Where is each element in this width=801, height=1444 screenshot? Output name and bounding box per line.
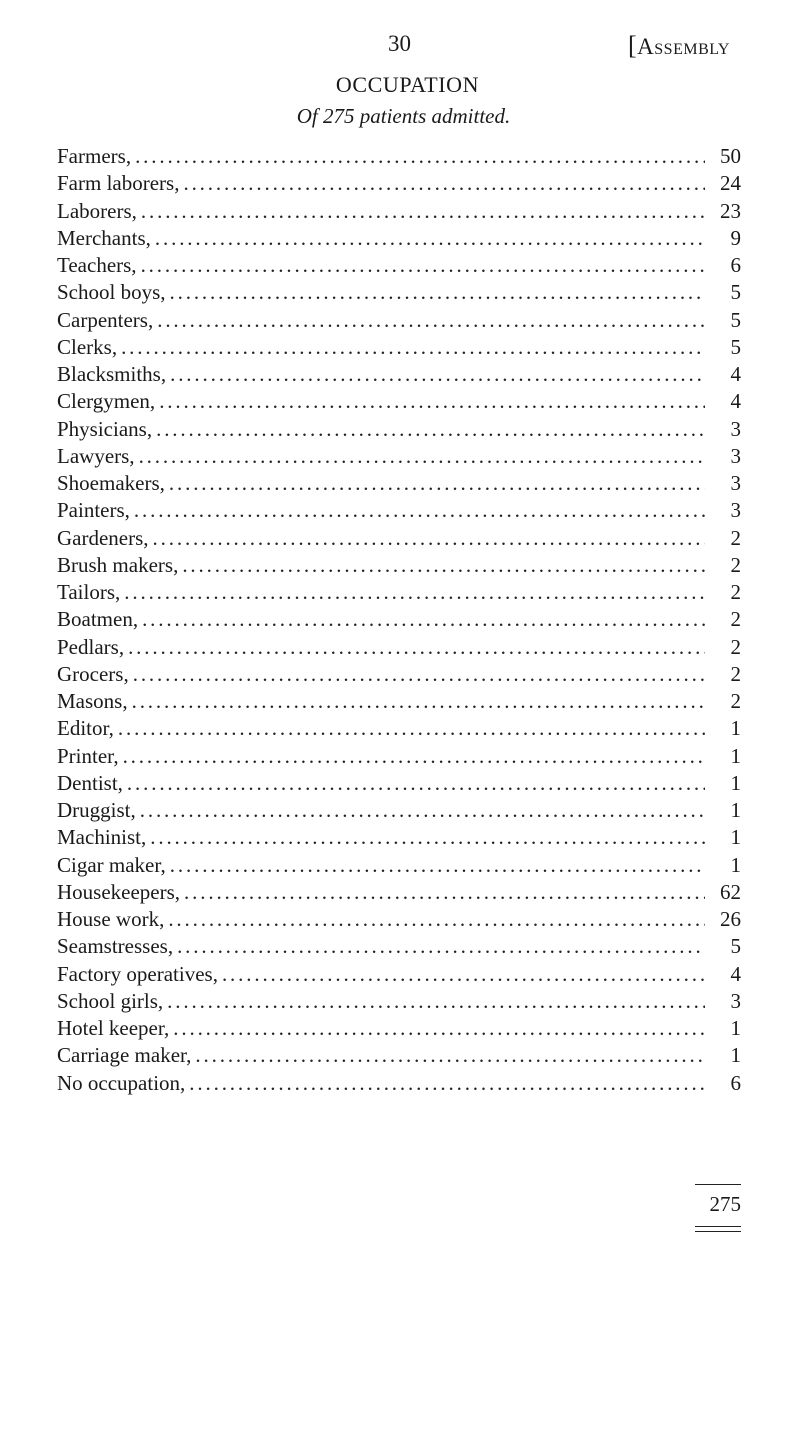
- occupation-label: Teachers,: [57, 253, 137, 277]
- dot-leader: [157, 307, 705, 334]
- occupation-count: 5: [730, 334, 741, 359]
- dot-leader: [150, 824, 705, 851]
- occupation-label: Druggist,: [57, 798, 136, 822]
- occupation-row: [57, 634, 741, 661]
- occupation-count: 6: [730, 1070, 741, 1095]
- dot-leader: [135, 143, 705, 170]
- occupation-label: Housekeepers,: [57, 879, 181, 904]
- total-value: 275: [709, 1192, 741, 1216]
- dot-leader: [155, 225, 705, 252]
- dot-leader: [156, 416, 705, 443]
- occupation-count: 1: [730, 1043, 741, 1068]
- occupation-row: [57, 1015, 741, 1042]
- dot-leader: [142, 606, 705, 633]
- dot-leader: [182, 552, 705, 579]
- occupation-count: 2: [730, 661, 741, 686]
- dot-leader: [128, 634, 705, 661]
- occupation-row: [57, 307, 741, 334]
- occupation-count: 1: [730, 716, 741, 741]
- occupation-count: 2: [730, 525, 741, 550]
- occupation-row: [57, 252, 741, 279]
- page-number: 30: [388, 31, 411, 56]
- occupation-row: [57, 606, 741, 633]
- occupation-label: Lawyers,: [57, 443, 135, 468]
- occupation-count: 3: [730, 443, 741, 468]
- occupation-label: Cigar maker,: [57, 852, 166, 877]
- occupation-label: Pedlars,: [57, 634, 125, 659]
- occupation-label: Clerks,: [57, 334, 118, 359]
- occupation-row: [57, 743, 741, 770]
- occupation-count: 1: [730, 743, 741, 768]
- occupation-row: [57, 770, 741, 797]
- dot-leader: [195, 1042, 705, 1069]
- occupation-row: [57, 388, 741, 415]
- occupation-count: 5: [730, 934, 741, 959]
- occupation-count: 2: [730, 634, 741, 659]
- occupation-row: [57, 1042, 741, 1069]
- occupation-row: [57, 824, 741, 851]
- occupation-label: Merchants,: [57, 225, 151, 250]
- occupation-row: [57, 797, 741, 824]
- double-rule: [695, 1226, 741, 1232]
- occupation-label: Laborers,: [57, 198, 137, 223]
- occupation-row: [57, 879, 741, 906]
- dot-leader: [170, 279, 705, 306]
- dot-leader: [183, 170, 705, 197]
- dot-leader: [140, 797, 705, 824]
- occupation-row: [57, 961, 741, 988]
- dot-leader: [121, 334, 705, 361]
- running-head: [628, 31, 730, 61]
- dot-leader: [184, 879, 705, 906]
- table-title: OCCUPATION: [335, 72, 480, 97]
- dot-leader: [169, 470, 705, 497]
- dot-leader: [134, 497, 705, 524]
- occupation-label: Clergymen,: [57, 389, 156, 414]
- dot-leader: [222, 961, 705, 988]
- occupation-label: Carpenters,: [57, 307, 154, 332]
- dot-leader: [159, 388, 705, 415]
- occupation-label: Tailors,: [57, 580, 121, 604]
- occupation-label: Editor,: [57, 716, 114, 741]
- table-subtitle: Of 275 patients admitted.: [296, 104, 511, 128]
- dot-leader: [118, 715, 705, 742]
- occupation-count: 3: [730, 988, 741, 1013]
- dot-leader: [168, 906, 705, 933]
- occupation-row: [57, 143, 741, 170]
- dot-leader: [133, 661, 705, 688]
- dot-leader: [123, 743, 705, 770]
- occupation-label: Blacksmiths,: [57, 362, 167, 386]
- dot-leader: [132, 688, 705, 715]
- running-head-bracket: [: [628, 31, 638, 60]
- occupation-label: Farm laborers,: [57, 171, 180, 196]
- total-rule: [695, 1184, 741, 1185]
- dot-leader: [167, 988, 705, 1015]
- occupation-count: 4: [730, 961, 741, 986]
- dot-leader: [173, 1015, 705, 1042]
- occupation-count: 3: [730, 498, 741, 523]
- running-head-text: Assembly: [637, 34, 730, 59]
- occupation-label: No occupation,: [57, 1070, 186, 1095]
- occupation-label: Physicians,: [57, 416, 153, 441]
- occupation-count: 2: [730, 689, 741, 713]
- occupation-count: 62: [720, 879, 741, 904]
- dot-leader: [141, 198, 705, 225]
- occupation-count: 2: [730, 580, 741, 604]
- occupation-label: School girls,: [57, 988, 164, 1013]
- occupation-label: School boys,: [57, 280, 166, 305]
- occupation-count: 1: [730, 825, 741, 850]
- occupation-row: [57, 661, 741, 688]
- dot-leader: [189, 1070, 705, 1097]
- occupation-count: 1: [730, 770, 741, 795]
- occupation-label: Seamstresses,: [57, 934, 174, 959]
- dot-leader: [153, 525, 705, 552]
- occupation-row: [57, 525, 741, 552]
- dot-leader: [139, 443, 705, 470]
- occupation-count: 24: [720, 171, 741, 196]
- occupation-count: 4: [730, 362, 741, 386]
- occupation-row: [57, 715, 741, 742]
- dot-leader: [141, 252, 705, 279]
- occupation-count: 3: [730, 471, 741, 495]
- occupation-count: 3: [730, 416, 741, 441]
- occupation-count: 2: [730, 552, 741, 577]
- occupation-row: [57, 852, 741, 879]
- occupation-label: Boatmen,: [57, 607, 139, 632]
- occupation-count: 1: [730, 1016, 741, 1040]
- occupation-row: [57, 279, 741, 306]
- occupation-label: Hotel keeper,: [57, 1016, 170, 1040]
- occupation-row: [57, 688, 741, 715]
- occupation-label: Painters,: [57, 498, 130, 523]
- occupation-row: [57, 443, 741, 470]
- occupation-row: [57, 552, 741, 579]
- occupation-list: [57, 143, 741, 1097]
- occupation-row: [57, 1070, 741, 1097]
- dot-leader: [170, 852, 705, 879]
- occupation-count: 26: [720, 907, 741, 931]
- occupation-count: 23: [720, 198, 741, 223]
- occupation-count: 1: [730, 852, 741, 877]
- occupation-row: [57, 988, 741, 1015]
- occupation-count: 9: [730, 225, 741, 250]
- occupation-label: Farmers,: [57, 144, 132, 168]
- occupation-label: Carriage maker,: [57, 1043, 192, 1068]
- dot-leader: [127, 770, 705, 797]
- occupation-row: [57, 225, 741, 252]
- occupation-label: Grocers,: [57, 661, 129, 686]
- occupation-row: [57, 198, 741, 225]
- dot-leader: [177, 933, 705, 960]
- occupation-row: [57, 497, 741, 524]
- occupation-label: Brush makers,: [57, 552, 179, 577]
- dot-leader: [124, 579, 705, 606]
- occupation-count: 50: [720, 144, 741, 168]
- occupation-label: Machinist,: [57, 825, 147, 850]
- occupation-count: 6: [730, 253, 741, 277]
- occupation-row: [57, 416, 741, 443]
- occupation-row: [57, 470, 741, 497]
- dot-leader: [170, 361, 705, 388]
- occupation-row: [57, 334, 741, 361]
- page-header: [0, 31, 801, 61]
- occupation-row: [57, 170, 741, 197]
- occupation-count: 5: [730, 280, 741, 305]
- occupation-label: Dentist,: [57, 770, 123, 795]
- occupation-count: 1: [730, 798, 741, 822]
- occupation-count: 4: [730, 389, 741, 414]
- occupation-label: Gardeners,: [57, 525, 149, 550]
- occupation-label: Factory operatives,: [57, 961, 218, 986]
- occupation-count: 2: [730, 607, 741, 632]
- occupation-count: 5: [730, 307, 741, 332]
- occupation-row: [57, 579, 741, 606]
- occupation-row: [57, 933, 741, 960]
- occupation-row: [57, 906, 741, 933]
- occupation-label: Shoemakers,: [57, 471, 165, 495]
- occupation-label: Masons,: [57, 689, 128, 713]
- occupation-label: Printer,: [57, 743, 119, 768]
- occupation-row: [57, 361, 741, 388]
- occupation-label: House work,: [57, 907, 165, 931]
